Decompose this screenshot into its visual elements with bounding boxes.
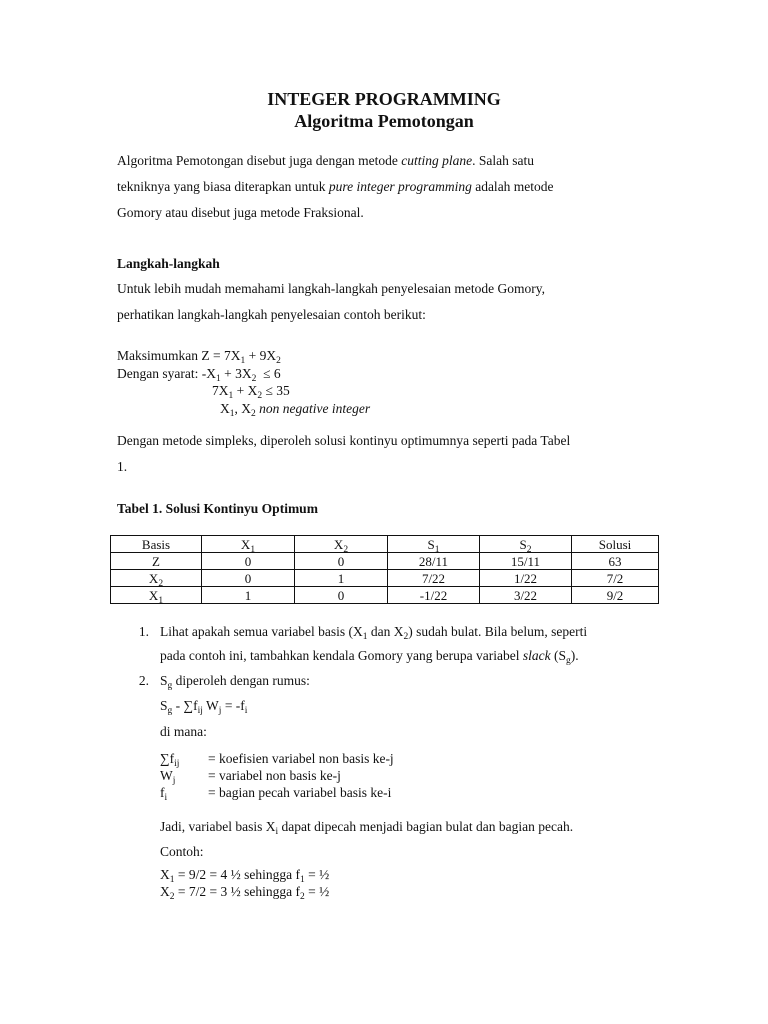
solution-table	[110, 535, 659, 604]
example-2: $X_2 = 7/2 = 3$ ½ sehingga $f_2$ = ½	[160, 884, 330, 902]
cell: 63	[572, 553, 659, 570]
header-x1: $X_1$	[202, 536, 295, 553]
cell: 0	[295, 553, 388, 570]
cell: 1/22	[480, 570, 572, 587]
gomory-formula: $S_g - \sum f_{ij}$ $W_j = -f_i$	[160, 698, 248, 716]
cell: 0	[202, 570, 295, 587]
def-symbol-1: $\sum f_{ij}$	[160, 751, 180, 769]
list-item-1-line-2: pada contoh ini, tambahkan kendala Gomory yang berupa variabel slack $(S_g)$.	[160, 648, 579, 666]
list-item-1-line-1: Lihat apakah semua variabel basis ($X_1$ dan $X_2$) sudah bulat. Bila belum, seperti	[160, 624, 588, 642]
intro-line-3: Gomory atau disebut juga metode Fraksional.	[117, 205, 364, 220]
steps-intro-line-2: perhatikan langkah-langkah penyelesaian contoh berikut:	[117, 307, 426, 322]
cell: -1/22	[388, 587, 480, 604]
list-item-2-line-1: $S_g$ diperoleh dengan rumus:	[160, 673, 310, 691]
simplex-line-2: 1.	[117, 459, 128, 474]
cell: 0	[202, 553, 295, 570]
cell: 1	[295, 570, 388, 587]
cell: 1	[202, 587, 295, 604]
model-nonneg: $X_1$, $X_2$ non negative integer	[220, 401, 371, 419]
def-symbol-2: $W_j$	[160, 768, 176, 786]
page-title: INTEGER PROGRAMMING	[267, 89, 501, 109]
header-x2: $X_2$	[295, 536, 388, 553]
list-number-2: 2.	[138, 673, 149, 688]
model-constraint-1: Dengan syarat: $-X_1 + 3X_2 \le 6$	[117, 366, 281, 384]
contoh-label: Contoh:	[160, 844, 204, 859]
model-constraint-2: $7X_1 + X_2 \le 35$	[212, 383, 290, 401]
basis-cell: $X_1$	[111, 587, 202, 604]
example-1: $X_1 = 9/2 = 4$ ½ sehingga $f_1$ = ½	[160, 867, 330, 885]
basis-cell: Z	[111, 553, 202, 570]
intro-line-2: tekniknya yang biasa diterapkan untuk pure integer programming adalah metode	[117, 179, 554, 194]
intro-line-1: Algoritma Pemotongan disebut juga dengan metode cutting plane. Salah satu	[117, 153, 534, 168]
di-mana-label: di mana:	[160, 724, 207, 739]
def-text-2: = variabel non basis ke-j	[208, 768, 341, 783]
table-caption: Tabel 1. Solusi Kontinyu Optimum	[117, 501, 318, 516]
def-text-3: = bagian pecah variabel basis ke-i	[208, 785, 392, 800]
table-row	[111, 587, 659, 604]
cell: 7/22	[388, 570, 480, 587]
header-s1: $S_1$	[388, 536, 480, 553]
list-number-1: 1.	[138, 624, 149, 639]
header-s2: $S_2$	[480, 536, 572, 553]
def-text-1: = koefisien variabel non basis ke-j	[208, 751, 394, 766]
basis-cell: $X_2$	[111, 570, 202, 587]
cell: 7/2	[572, 570, 659, 587]
page-subtitle: Algoritma Pemotongan	[294, 111, 474, 131]
cell: 3/22	[480, 587, 572, 604]
cell: 9/2	[572, 587, 659, 604]
cell: 0	[295, 587, 388, 604]
simplex-line-1: Dengan metode simpleks, diperoleh solusi kontinyu optimumnya seperti pada Tabel	[117, 433, 571, 448]
table-header-row	[111, 536, 659, 553]
steps-intro-line-1: Untuk lebih mudah memahami langkah-langkah penyelesaian metode Gomory,	[117, 281, 545, 296]
header-basis: Basis	[111, 536, 202, 553]
table-row	[111, 553, 659, 570]
table-row	[111, 570, 659, 587]
cell: 28/11	[388, 553, 480, 570]
def-symbol-3: $f_i$	[160, 785, 168, 803]
jadi-line: Jadi, variabel basis $X_i$ dapat dipecah menjadi bagian bulat dan bagian pecah.	[160, 819, 574, 837]
steps-heading: Langkah-langkah	[117, 256, 220, 271]
header-solusi: Solusi	[572, 536, 659, 553]
model-objective: Maksimumkan $Z = 7X_1 + 9X_2$	[117, 348, 281, 366]
cell: 15/11	[480, 553, 572, 570]
